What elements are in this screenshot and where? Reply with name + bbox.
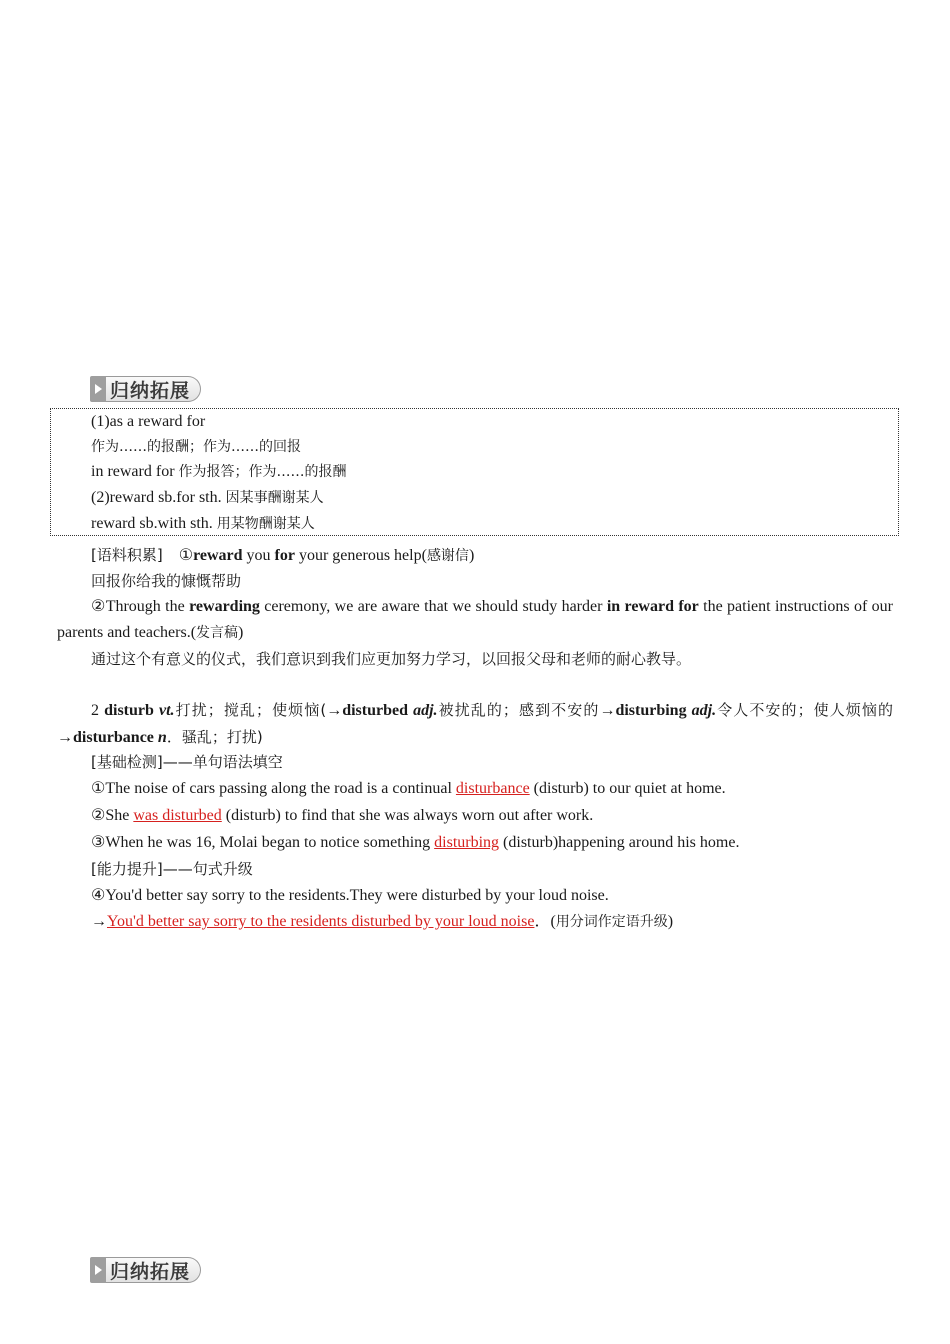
advanced-label: [能力提升]——句式升级: [91, 860, 253, 878]
phrase-cn: 作为报答；作为……的报酬: [178, 464, 347, 480]
answer: You'd better say sorry to the residents disturbed by your loud noise: [107, 913, 535, 930]
corpus-label: [语料积累]: [91, 546, 163, 564]
ex2-text: ceremony, we are aware that we should study harder: [259, 598, 607, 615]
question-text: ③When he was 16, Molai began to notice something: [91, 834, 435, 851]
ex1-keyword: reward: [193, 547, 243, 564]
arrow-icon: →: [91, 913, 107, 930]
phrase-line-2: 作为……的报酬；作为……的回报: [91, 439, 301, 455]
question-text: ①The noise of cars passing along the road is a continual: [91, 780, 456, 797]
ex2-text: ②Through the: [91, 598, 190, 615]
derivative-word: disturbed: [342, 702, 408, 719]
ex1-num: ①: [178, 547, 194, 564]
entry-number: 2: [91, 702, 105, 719]
question-text: ②She: [91, 807, 134, 824]
ex1-text: you: [242, 547, 275, 564]
ex1-text: your generous help(: [294, 547, 427, 564]
question-4-answer: [91, 912, 673, 932]
ex1-end: ): [468, 547, 475, 564]
part-of-speech: adj.: [686, 702, 717, 719]
headword: disturb: [104, 702, 154, 719]
phrase-cn: 用某物酬谢某人: [216, 516, 315, 532]
section-tag-label: 归纳拓展: [106, 1257, 201, 1283]
phrase-en: (2)reward sb.for sth.: [91, 489, 226, 506]
ex2-source: 发言稿: [196, 625, 239, 641]
ex2-keyword: in reward for: [606, 598, 699, 615]
question-2: [91, 806, 593, 826]
ex2-keyword: rewarding: [189, 598, 260, 615]
question-text: (disturb) to our quiet at home.: [529, 780, 726, 797]
derivative-meaning: ．骚乱；打扰): [166, 728, 263, 746]
corpus-example-1: [91, 545, 474, 566]
arrow-icon: →: [326, 702, 343, 719]
arrow-icon: →: [57, 729, 73, 746]
headword-meaning: 打扰；搅乱；使烦恼(: [174, 701, 327, 719]
question-text: (disturb) to find that she was always worn out after work.: [221, 807, 594, 824]
phrase-line-4: [91, 488, 324, 508]
basic-test-label: [基础检测]——单句语法填空: [91, 753, 283, 771]
question-text: (disturb)happening around his home.: [499, 834, 740, 851]
section-tag-label: 归纳拓展: [106, 376, 201, 402]
corpus-example-2: [57, 594, 893, 646]
phrase-en: in reward for: [91, 463, 179, 480]
corpus-example-2-translation: 通过这个有意义的仪式，我们意识到我们应更加努力学习，以回报父母和老师的耐心教导。: [91, 650, 692, 668]
ex2-text: the patient instructions of our parents and teachers.(: [57, 598, 894, 641]
phrase-line-5: [91, 514, 315, 534]
derivative-word: disturbing: [615, 702, 687, 719]
ex2-end: ): [238, 624, 244, 641]
vocab-entry-disturb: [57, 697, 893, 751]
corpus-example-1-translation: 回报你给我的慷慨帮助: [91, 572, 242, 590]
ex1-keyword: for: [274, 547, 295, 564]
arrow-icon: →: [599, 702, 616, 719]
answer-note: 用分词作定语升级: [555, 914, 668, 930]
derivative-meaning: 被扰乱的；感到不安的: [437, 701, 600, 719]
question-1: [91, 779, 726, 799]
play-triangle-icon: [90, 376, 106, 402]
ex1-source: 感谢信: [426, 548, 469, 564]
question-3: [91, 833, 739, 853]
phrase-line-3: [91, 462, 347, 482]
section-tag-summary: [90, 376, 212, 402]
derivative-meaning: 令人不安的；使人烦恼的: [716, 701, 894, 719]
phrase-cn: 因某事酬谢某人: [225, 490, 324, 506]
question-4: ④You'd better say sorry to the residents.They were disturbed by your loud noise.: [91, 887, 609, 904]
answer: disturbance: [455, 780, 530, 797]
answer: was disturbed: [133, 807, 222, 824]
part-of-speech: adj.: [408, 702, 438, 719]
answer-end: ．(: [534, 913, 556, 930]
play-triangle-icon: [90, 1257, 106, 1283]
phrase-en: reward sb.with sth.: [91, 515, 217, 532]
phrase-line-1: (1)as a reward for: [91, 413, 206, 430]
answer-end: ): [667, 913, 674, 930]
answer: disturbing: [434, 834, 500, 851]
part-of-speech: vt.: [153, 702, 175, 719]
part-of-speech: n: [153, 729, 167, 746]
section-tag-summary-2: [90, 1257, 212, 1283]
derivative-word: disturbance: [73, 729, 154, 746]
